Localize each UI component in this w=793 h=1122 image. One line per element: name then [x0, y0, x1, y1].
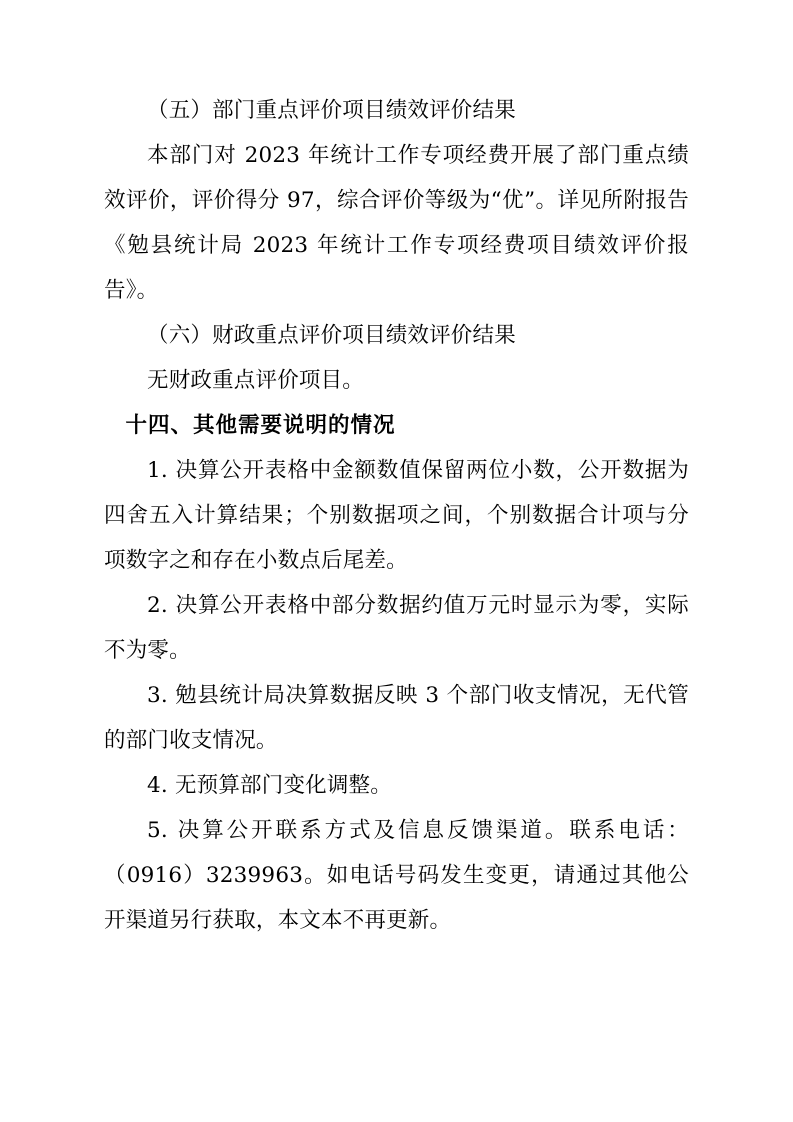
- paragraph-note-3: 3. 勉县统计局决算数据反映 3 个部门收支情况，无代管的部门收支情况。: [104, 683, 689, 753]
- document-body: [104, 88, 689, 943]
- section-heading-fourteen: 十四、其他需要说明的情况: [125, 413, 396, 438]
- paragraph-no-fiscal-key-evaluation: 无财政重点评价项目。: [147, 368, 365, 393]
- paragraph-note-5: 5. 决算公开联系方式及信息反馈渠道。联系电话：（0916）3239963。如电话号码发生变更，请通过其他公开渠道另行获取，本文本不再更新。: [104, 818, 689, 933]
- section-heading-five: （五）部门重点评价项目绩效评价结果: [147, 98, 516, 123]
- paragraph-dept-key-evaluation: 本部门对 2023 年统计工作专项经费开展了部门重点绩效评价，评价得分 97，综合评价等级为“优”。详见所附报告《勉县统计局 2023 年统计工作专项经费项目绩效评价报告》。: [104, 143, 689, 303]
- paragraph-note-1: 1. 决算公开表格中金额数值保留两位小数，公开数据为四舍五入计算结果；个别数据项之间，个别数据合计项与分项数字之和存在小数点后尾差。: [104, 458, 689, 573]
- paragraph-note-2: 2. 决算公开表格中部分数据约值万元时显示为零，实际不为零。: [104, 593, 689, 663]
- paragraph-note-4: 4. 无预算部门变化调整。: [147, 773, 392, 798]
- section-heading-six: （六）财政重点评价项目绩效评价结果: [147, 323, 516, 348]
